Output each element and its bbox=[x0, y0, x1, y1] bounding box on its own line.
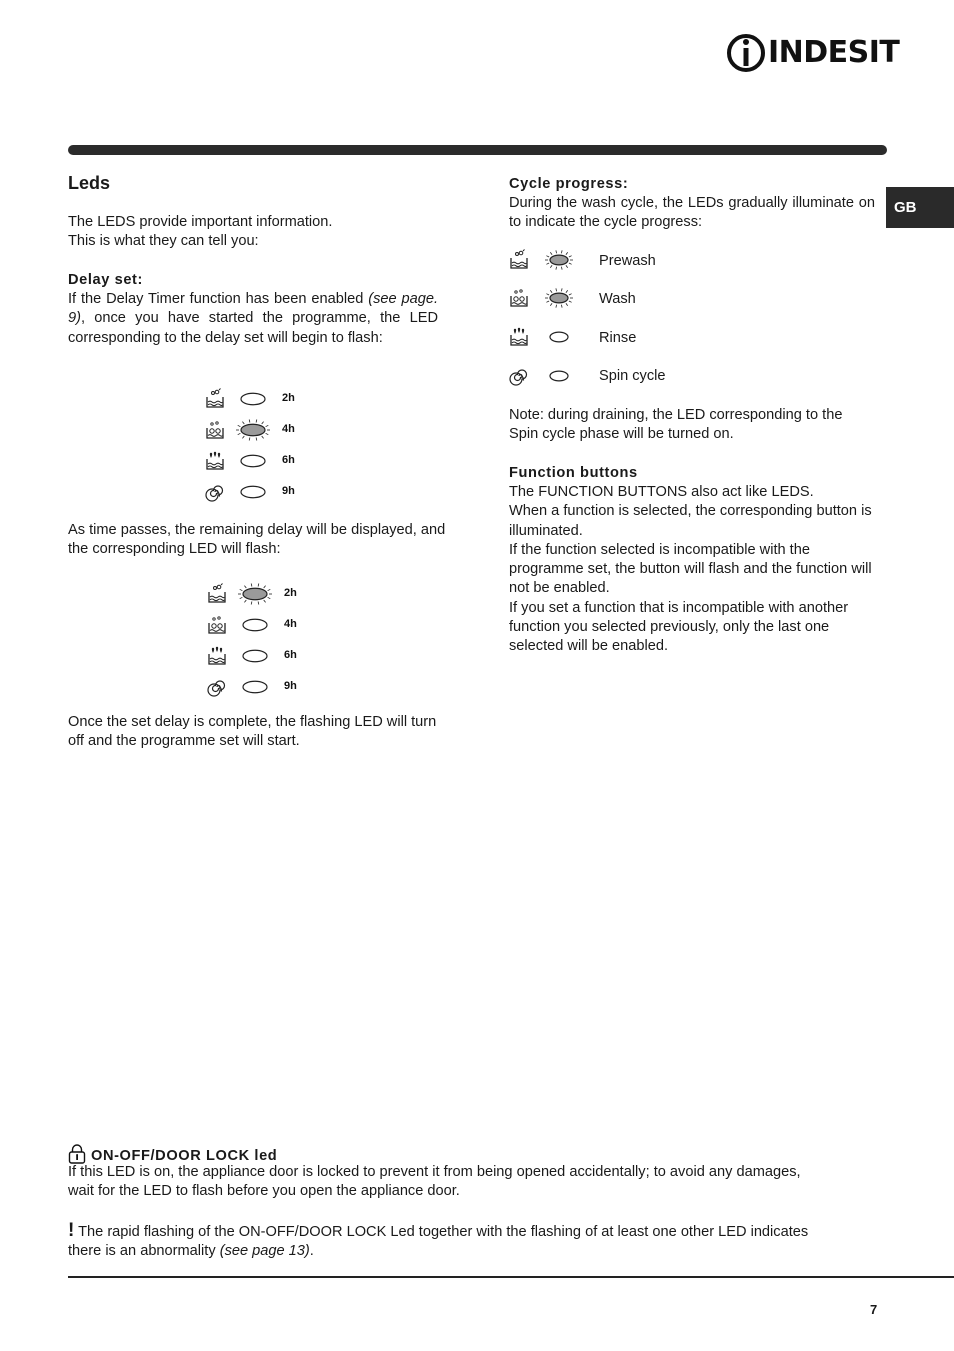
cycle-row bbox=[508, 287, 574, 309]
led-indicator bbox=[235, 643, 275, 669]
warning-text bbox=[68, 1221, 838, 1262]
lock-text: If this LED is on, the appliance door is locked to prevent it from being opened accidentally; to avoid any damages, wait for the LED to flash before you open the appliance door. bbox=[68, 1164, 801, 1200]
cycle-row bbox=[508, 249, 574, 271]
led-indicator bbox=[544, 326, 574, 348]
wash-icon bbox=[204, 419, 226, 441]
delay-row bbox=[206, 674, 297, 700]
prewash-icon bbox=[206, 583, 228, 605]
delay-text bbox=[68, 290, 438, 348]
prewash-icon bbox=[204, 388, 226, 410]
cycle-label: Spin cycle bbox=[599, 368, 666, 384]
intro-line: The LEDS provide important information. bbox=[68, 214, 333, 230]
led-indicator-flashing bbox=[235, 581, 275, 607]
spin-icon bbox=[204, 481, 226, 503]
spin-icon bbox=[206, 676, 228, 698]
cycle-label: Prewash bbox=[599, 253, 656, 269]
delay-text-part: , once you have started the programme, the LED corresponding to the delay set will begin to flash: bbox=[68, 310, 438, 346]
delay-label: 2h bbox=[282, 392, 295, 405]
spin-icon bbox=[508, 365, 530, 387]
led-indicator bbox=[233, 479, 273, 505]
cycle-label: Rinse bbox=[599, 330, 637, 346]
wash-icon bbox=[206, 614, 228, 636]
complete-text: Once the set delay is complete, the flashing LED will turn off and the programme set will start. bbox=[68, 714, 437, 750]
led-indicator bbox=[235, 674, 275, 700]
function-line: If you set a function that is incompatible with another function you selected previously, only the last one selected will be enabled. bbox=[509, 599, 849, 655]
lock-heading: ON-OFF/DOOR LOCK led bbox=[91, 1148, 278, 1164]
cycle-heading: Cycle progress: bbox=[509, 176, 629, 192]
delay-row bbox=[206, 612, 297, 638]
intro-text bbox=[68, 213, 448, 252]
rinse-icon bbox=[206, 645, 228, 667]
prewash-icon bbox=[508, 249, 530, 271]
delay-row bbox=[204, 448, 295, 474]
delay-heading: Delay set: bbox=[68, 272, 143, 288]
delay-row bbox=[204, 479, 295, 505]
delay-text-part: If the Delay Timer function has been enabled bbox=[68, 291, 369, 307]
delay-row bbox=[204, 417, 295, 443]
rinse-icon bbox=[204, 450, 226, 472]
led-indicator-flashing bbox=[544, 287, 574, 309]
rinse-icon bbox=[508, 326, 530, 348]
section-title: Leds bbox=[68, 173, 111, 193]
passes-text: As time passes, the remaining delay will be displayed, and the corresponding LED will flash: bbox=[68, 522, 446, 558]
warning-text-end: . bbox=[309, 1243, 314, 1260]
delay-row bbox=[206, 581, 297, 607]
language-tab: GB bbox=[886, 187, 954, 228]
indesit-logo-icon bbox=[726, 32, 766, 74]
delay-label: 9h bbox=[282, 485, 295, 498]
page-number: 7 bbox=[870, 1302, 878, 1317]
delay-label: 2h bbox=[284, 587, 297, 600]
led-indicator-flashing bbox=[233, 417, 273, 443]
warning-text-part: The rapid flashing of the ON-OFF/DOOR LOCK Led together with the flashing of at least one other LED indicates there is an abnormality bbox=[68, 1224, 809, 1260]
delay-row bbox=[206, 643, 297, 669]
delay-label: 4h bbox=[282, 423, 295, 436]
delay-row bbox=[204, 386, 295, 412]
led-indicator bbox=[544, 365, 574, 387]
led-indicator bbox=[233, 386, 273, 412]
delay-label: 9h bbox=[284, 680, 297, 693]
cycle-row bbox=[508, 365, 574, 387]
brand-name: INDESIT bbox=[768, 35, 900, 70]
function-text bbox=[509, 483, 875, 657]
delay-label: 4h bbox=[284, 618, 297, 631]
function-line: The FUNCTION BUTTONS also act like LEDS. bbox=[509, 484, 814, 500]
warning-page-ref: (see page 13) bbox=[219, 1243, 310, 1260]
led-indicator bbox=[235, 612, 275, 638]
note-text: Note: during draining, the LED corresponding to the Spin cycle phase will be turned on. bbox=[509, 407, 843, 443]
function-line: If the function selected is incompatible with the programme set, the button will flash and the function will not be enabled. bbox=[509, 541, 872, 597]
footer-rule bbox=[68, 1276, 954, 1278]
brand-logo bbox=[726, 32, 900, 74]
padlock-icon bbox=[68, 1144, 86, 1164]
cycle-label: Wash bbox=[599, 291, 636, 307]
delay-label: 6h bbox=[284, 649, 297, 662]
delay-label: 6h bbox=[282, 454, 295, 467]
led-indicator bbox=[233, 448, 273, 474]
wash-icon bbox=[508, 287, 530, 309]
delay-page-ref: (see page. 9) bbox=[68, 291, 438, 327]
cycle-row bbox=[508, 326, 574, 348]
warning-mark: ! bbox=[68, 1220, 75, 1241]
function-heading: Function buttons bbox=[509, 465, 638, 481]
intro-line: This is what they can tell you: bbox=[68, 233, 259, 250]
header-rule bbox=[68, 145, 887, 155]
cycle-text: During the wash cycle, the LEDs gradually illuminate on to indicate the cycle progress: bbox=[509, 195, 875, 231]
function-line: When a function is selected, the corresponding button is illuminated. bbox=[509, 503, 872, 539]
led-indicator-flashing bbox=[544, 249, 574, 271]
